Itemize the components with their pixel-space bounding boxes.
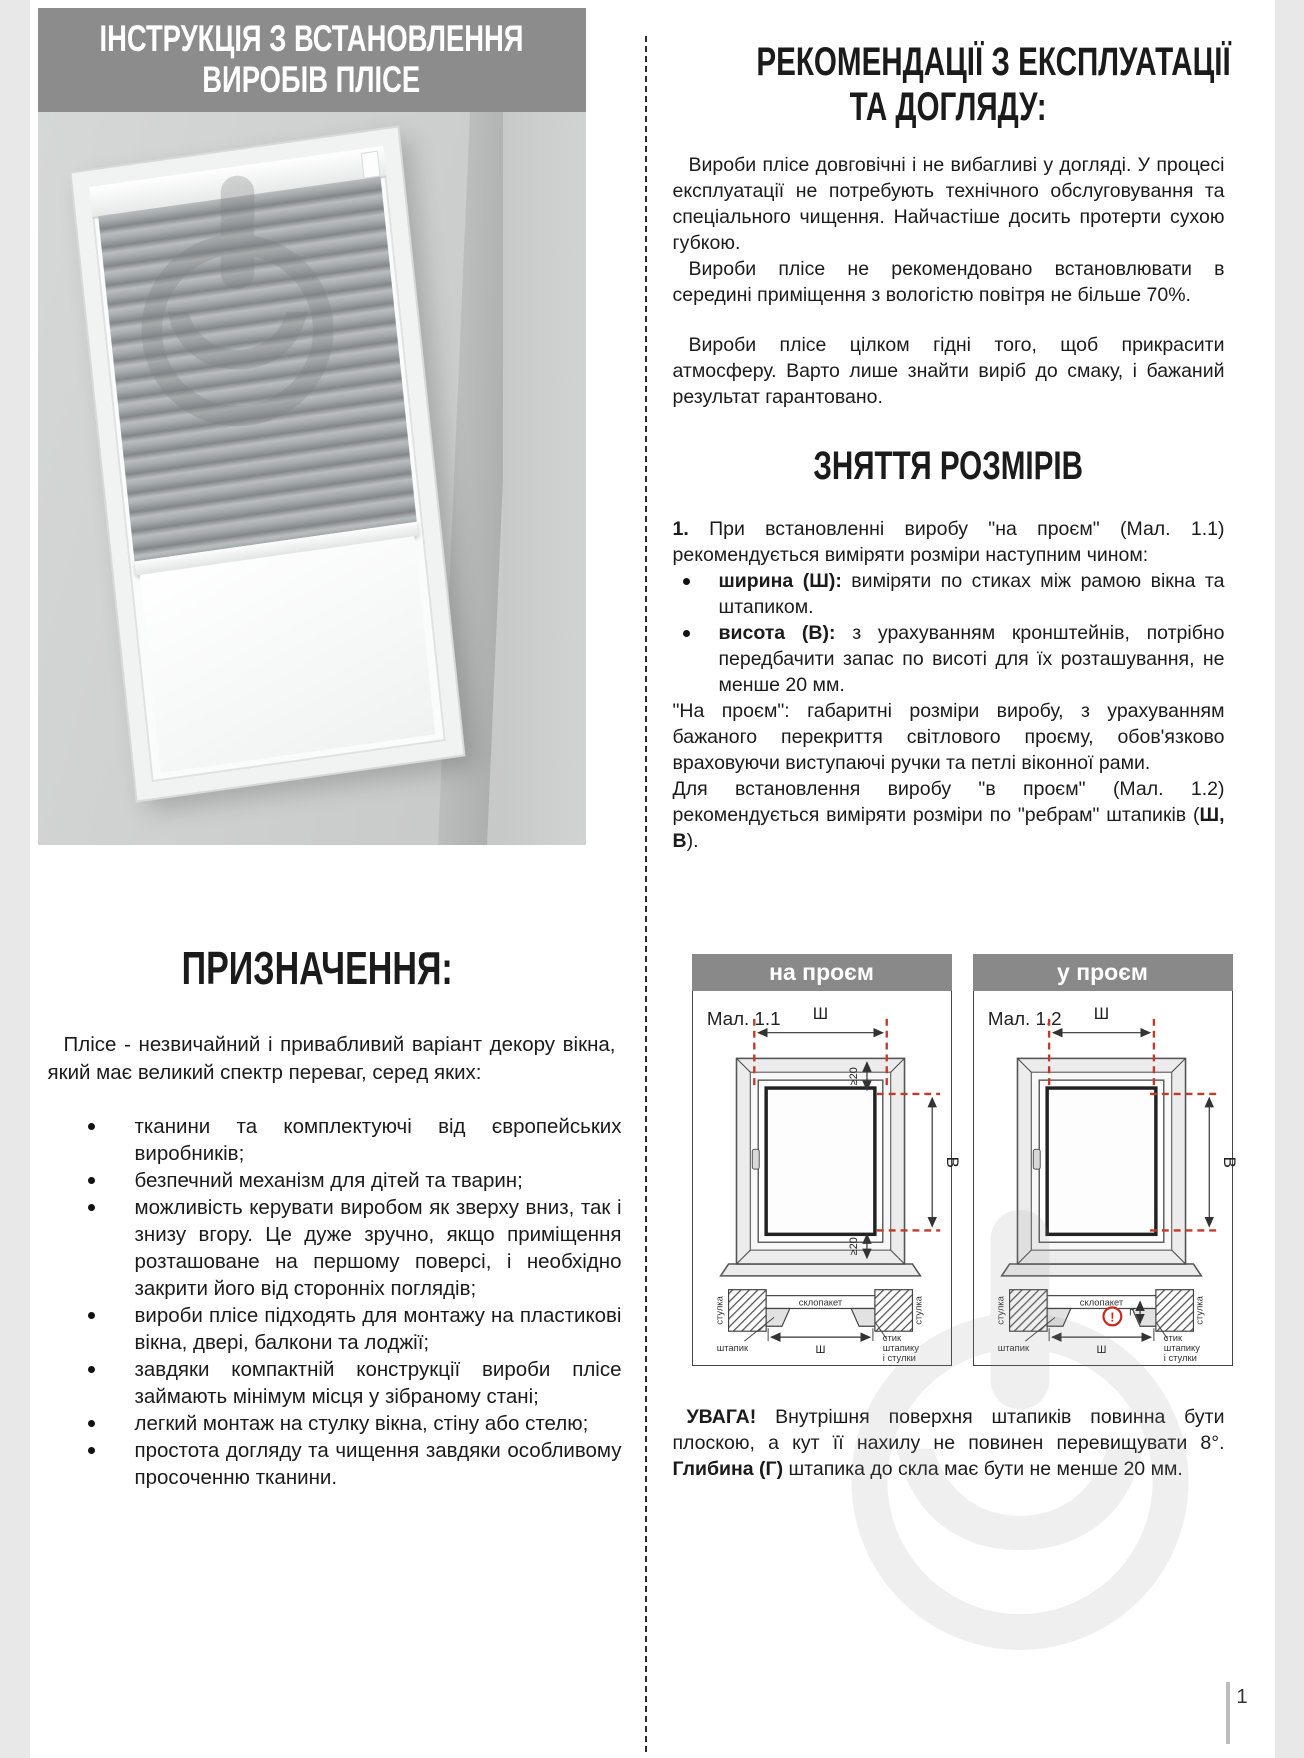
width-label: ширина (Ш): xyxy=(718,570,842,593)
diagram-panel-u-proem xyxy=(973,954,1239,1366)
panel1-header-text: на проєм xyxy=(769,959,874,986)
measure-item-height xyxy=(673,620,1225,698)
diagram-panel-na-proem xyxy=(692,954,962,1366)
height-label: висота (В): xyxy=(718,622,836,645)
left-header-line1: ІНСТРУКЦІЯ З ВСТАНОВЛЕННЯ xyxy=(99,18,524,60)
care-paragraph-2: Вироби плісе не рекомендовано встановлювати в середині приміщення з вологістю повітря не більше 70%. xyxy=(672,257,1225,306)
figure-caption: Мал. 1.2 xyxy=(987,1008,1062,1030)
purpose-title xyxy=(38,941,598,995)
joint-label-1: стик xyxy=(1163,1332,1182,1344)
depth-symbol: Г xyxy=(1128,1306,1134,1318)
panel2-body xyxy=(973,991,1239,1366)
diagram-1-1 xyxy=(693,991,962,1365)
bead-label: штапик xyxy=(716,1342,748,1354)
joint-label-2: штапику xyxy=(1163,1342,1200,1354)
alert-mark: ! xyxy=(1109,1309,1115,1325)
height-dimension xyxy=(1209,1098,1239,1227)
warning-paragraph xyxy=(673,1404,1225,1482)
bead-label: штапик xyxy=(997,1342,1029,1354)
cross-section xyxy=(994,1290,1204,1363)
height-dimension xyxy=(932,1098,962,1227)
warning-text-1: Внутрішня поверхня штапиків повинна бути плоскою, а кут її нахилу не повинен перевищувати 8°. xyxy=(672,1406,1225,1455)
joint-label-3: і стулки xyxy=(1163,1352,1197,1364)
window-render xyxy=(72,127,464,800)
purpose-item: безпечний механізм для дітей та тварин; xyxy=(38,1167,624,1194)
gap-bottom-label: ≥20 xyxy=(847,1237,860,1256)
window-glass xyxy=(140,536,435,773)
diagram-1-2 xyxy=(974,991,1239,1365)
cs-width-symbol: Ш xyxy=(815,1344,825,1357)
height-symbol: В xyxy=(1219,1156,1239,1169)
window-drawing xyxy=(720,1059,920,1276)
purpose-item: завдяки компактній конструкції вироби плісе займають мінімум місця у зібраному стані; xyxy=(38,1356,624,1410)
na-proem-paragraph: "На проєм": габаритні розміри виробу, з урахуванням бажаного перекриття світлового проєму, обов'язково враховуючи виступаючі ручки та петлі віконної рами. xyxy=(672,700,1225,775)
height-text: з урахуванням кронштейнів, потрібно передбачити запас по висоті для їх розташування, не менше 20 мм. xyxy=(718,622,1225,697)
step-text: При встановленні виробу "на проєм" (Мал. 1.1) рекомендується виміряти розміри наступним чином: xyxy=(672,518,1225,567)
left-header-banner xyxy=(38,8,586,112)
pleated-fabric xyxy=(98,176,416,561)
measure-step-1 xyxy=(673,516,1225,568)
page-number: 1 xyxy=(1236,1686,1248,1708)
page-number-rule xyxy=(1226,1682,1230,1744)
measure-item-width xyxy=(673,568,1225,620)
instruction-page xyxy=(30,0,1275,1758)
width-dimension xyxy=(1053,1004,1150,1033)
window-drawing xyxy=(1001,1059,1201,1276)
care-paragraph-3: Вироби плісе цілком гідні того, щоб прикрасити атмосферу. Варто лише знайти виріб до смаку, і бажаний результат гарантовано. xyxy=(672,333,1225,408)
right-column xyxy=(672,40,1239,1482)
measure-list xyxy=(673,568,1225,698)
purpose-intro: Плісе - незвичайний і привабливий варіант декору вікна, який має великий спектр переваг, серед яких: xyxy=(47,1033,616,1084)
glass-label: склопакет xyxy=(1079,1296,1123,1308)
joint-label-3: і стулки xyxy=(882,1352,916,1364)
panel2-header-text: у проєм xyxy=(1057,959,1148,986)
purpose-item: тканини та комплектуючі від європейських виробників; xyxy=(38,1113,624,1167)
care-title-line1: РЕКОМЕНДАЦІЇ З ЕКСПЛУАТАЦІЇ xyxy=(755,40,1231,84)
purpose-list xyxy=(38,1113,624,1491)
warning-depth-label: Глибина (Г) xyxy=(672,1458,784,1481)
figure-caption: Мал. 1.1 xyxy=(706,1008,781,1030)
column-divider xyxy=(645,36,647,1752)
warning-label: УВАГА! xyxy=(686,1406,757,1429)
cross-section xyxy=(713,1290,923,1363)
purpose-item: легкий монтаж на стулку вікна, стіну або стелю; xyxy=(38,1410,624,1437)
purpose-item: вироби плісе підходять для монтажу на пластикові вікна, двері, балкони та лоджії; xyxy=(38,1302,624,1356)
pleated-blind-photo xyxy=(38,112,586,845)
left-header-line2: ВИРОБІВ ПЛІСЕ xyxy=(202,59,421,100)
gap-top-label: ≥20 xyxy=(847,1067,860,1086)
glass-label: склопакет xyxy=(798,1296,842,1308)
v-proem-paragraph xyxy=(673,776,1225,854)
mount-bracket xyxy=(361,150,381,178)
wall-recess-light xyxy=(503,112,585,845)
height-symbol: В xyxy=(942,1156,962,1169)
joint-label-1: стик xyxy=(882,1332,901,1344)
v-proem-pre: Для встановлення виробу "в проєм" (Мал. 1.2) рекомендується виміряти розміри по "ребрам" штапиків ( xyxy=(672,778,1225,827)
measure-title xyxy=(673,444,1225,489)
sash-label-right: стулка xyxy=(911,1296,923,1326)
panel1-header xyxy=(692,954,952,991)
panel1-body xyxy=(692,991,962,1366)
joint-label-2: штапику xyxy=(882,1342,919,1354)
measure-title-text: ЗНЯТТЯ РОЗМІРІВ xyxy=(813,443,1084,488)
care-title xyxy=(673,40,1231,130)
panel2-header xyxy=(973,954,1233,991)
diagram-panels xyxy=(692,954,1239,1366)
purpose-item: можливість керувати виробом як зверху вниз, так і знизу вгору. Це дуже зручно, якщо приміщення розташоване на першому поверсі, і необхідно закрити його від сторонніх поглядів; xyxy=(38,1194,624,1302)
care-title-line2: ТА ДОГЛЯДУ: xyxy=(849,84,1048,129)
v-proem-post: ). xyxy=(686,830,699,853)
care-paragraph-1: Вироби плісе довговічні і не вибагливі у догляді. У процесі експлуатації не потребують технічного обслуговування та спеціального чищення. Найчастіше досить протерти сухою губкою. xyxy=(672,153,1225,254)
sash-label-left: стулка xyxy=(713,1296,725,1326)
v-proem-bold: Ш, В xyxy=(672,804,1225,853)
cs-width-symbol: Ш xyxy=(1096,1344,1106,1357)
left-column xyxy=(38,8,622,1491)
width-symbol: Ш xyxy=(812,1004,828,1024)
sash-label-right: стулка xyxy=(1192,1296,1204,1326)
width-text: виміряти по стиках між рамою вікна та штапиком. xyxy=(718,570,1225,619)
sash-label-left: стулка xyxy=(994,1296,1006,1326)
warning-text-2: штапика до скла має бути не менше 20 мм. xyxy=(783,1458,1183,1481)
step-number: 1. xyxy=(672,518,689,541)
width-symbol: Ш xyxy=(1093,1004,1109,1024)
purpose-title-text: ПРИЗНАЧЕННЯ: xyxy=(181,942,454,994)
purpose-item: простота догляду та чищення завдяки особливому просоченню тканини. xyxy=(38,1437,624,1491)
